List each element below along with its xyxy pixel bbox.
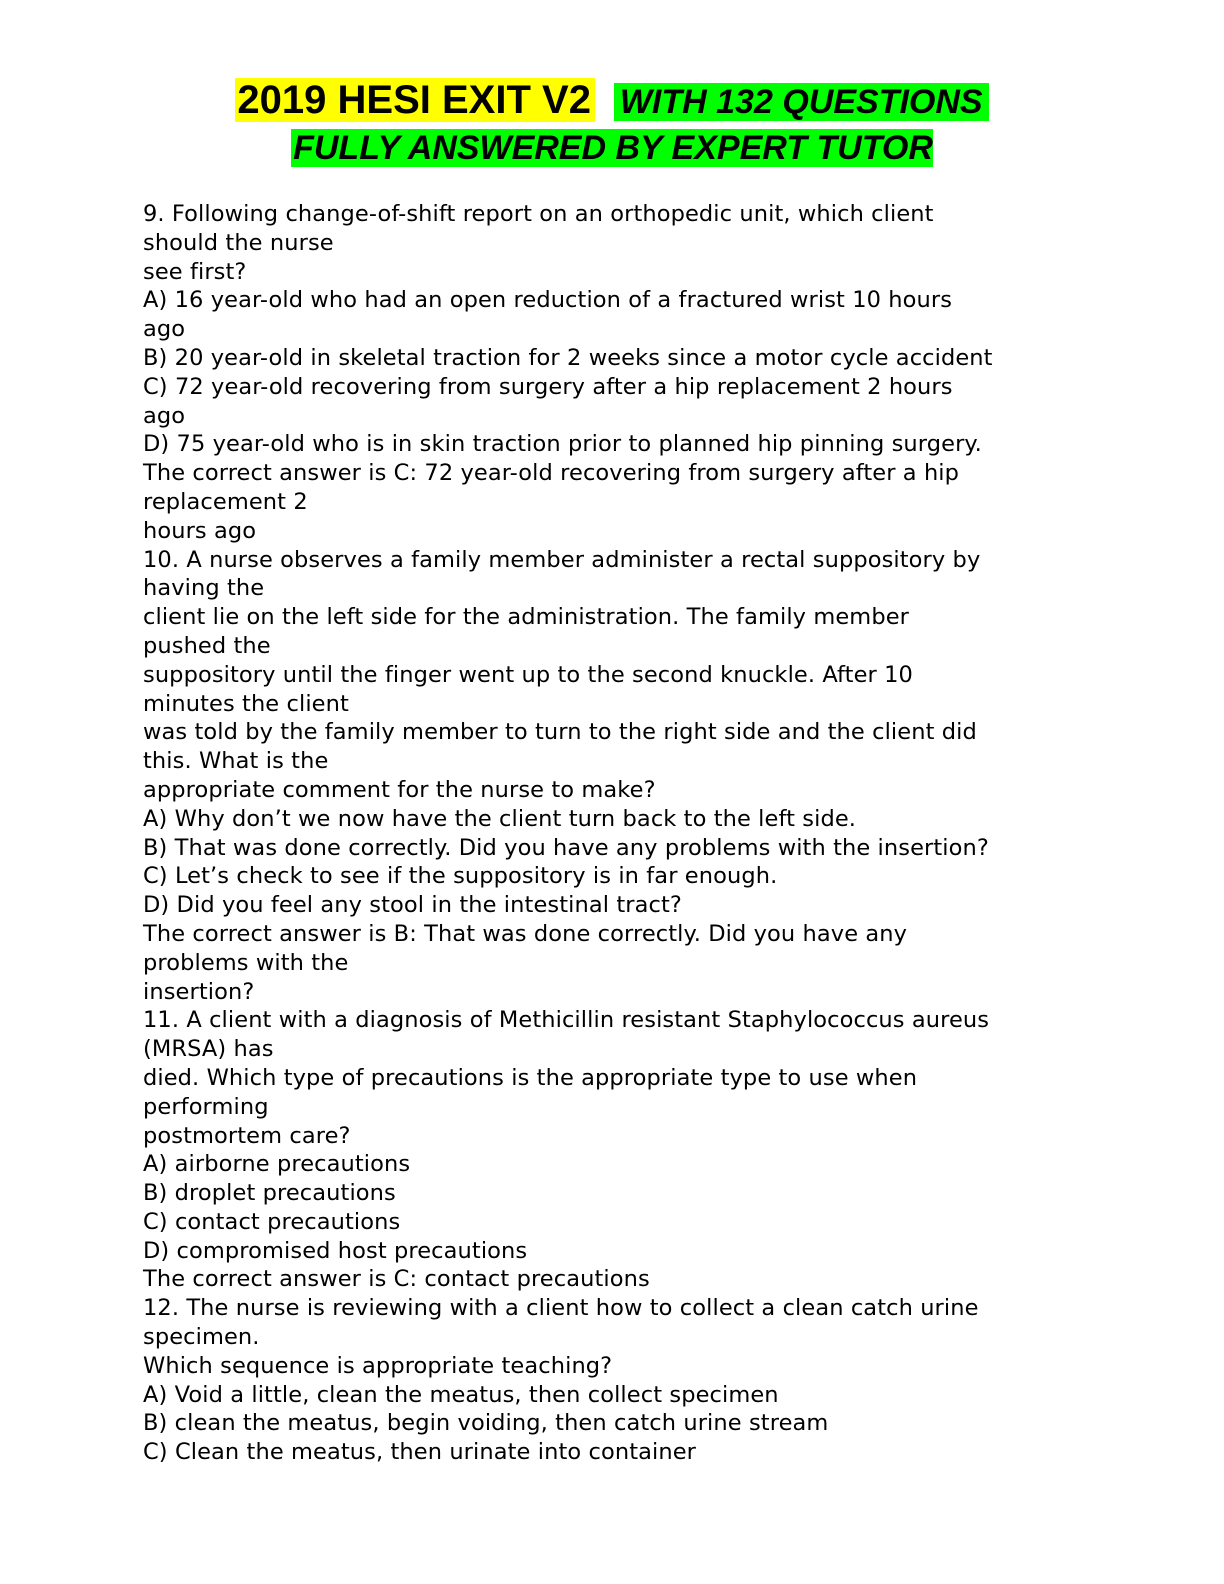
text-line: performing: [143, 1093, 269, 1120]
text-line: appropriate comment for the nurse to make?: [143, 776, 656, 803]
text-line: C) contact precautions: [143, 1208, 401, 1235]
title-question-count: WITH 132 QUESTIONS: [614, 83, 989, 121]
text-line: C) Clean the meatus, then urinate into container: [143, 1439, 697, 1466]
text-line: D) 75 year-old who is in skin traction prior to planned hip pinning surgery.: [143, 431, 982, 458]
text-line: The correct answer is B: That was done correctly. Did you have any: [143, 920, 908, 947]
text-line: A) Void a little, clean the meatus, then collect specimen: [143, 1381, 779, 1408]
text-line: D) Did you feel any stool in the intestinal tract?: [143, 892, 682, 919]
text-line: this. What is the: [143, 748, 329, 775]
text-line: D) compromised host precautions: [143, 1237, 528, 1264]
text-line: postmortem care?: [143, 1122, 351, 1149]
text-line: ago: [143, 402, 186, 429]
text-line: B) clean the meatus, begin voiding, then catch urine stream: [143, 1410, 829, 1437]
text-line: The correct answer is C: contact precautions: [143, 1266, 650, 1293]
title-exam-name: 2019 HESI EXIT V2: [235, 78, 595, 122]
text-line: should the nurse: [143, 229, 334, 256]
title-subtitle: FULLY ANSWERED BY EXPERT TUTOR: [293, 129, 933, 167]
text-line: C) Let’s check to see if the suppository is in far enough.: [143, 863, 778, 890]
text-line: was told by the family member to turn to the right side and the client did: [143, 719, 977, 746]
text-line: B) That was done correctly. Did you have any problems with the insertion?: [143, 834, 989, 861]
text-line: having the: [143, 575, 265, 602]
text-line: pushed the: [143, 632, 271, 659]
text-line: A) Why don’t we now have the client turn back to the left side.: [143, 805, 857, 832]
title-line-1: [0, 72, 1224, 128]
text-line: specimen.: [143, 1324, 260, 1351]
text-line: minutes the client: [143, 690, 349, 717]
text-line: problems with the: [143, 949, 349, 976]
text-line: ago: [143, 316, 186, 343]
text-line: C) 72 year-old recovering from surgery after a hip replacement 2 hours: [143, 373, 953, 400]
text-line: client lie on the left side for the administration. The family member: [143, 604, 909, 631]
text-line: hours ago: [143, 517, 257, 544]
title-line-2: [0, 128, 1224, 172]
text-line: insertion?: [143, 978, 255, 1005]
text-line: 9. Following change-of-shift report on an orthopedic unit, which client: [143, 201, 934, 227]
document-title: [0, 72, 1224, 172]
text-line: B) droplet precautions: [143, 1180, 396, 1207]
text-line: 11. A client with a diagnosis of Methicillin resistant Staphylococcus aureus: [143, 1007, 990, 1034]
text-line: replacement 2: [143, 488, 308, 515]
text-line: The correct answer is C: 72 year-old recovering from surgery after a hip: [143, 460, 960, 487]
text-line: suppository until the finger went up to the second knuckle. After 10: [143, 661, 913, 688]
text-line: died. Which type of precautions is the appropriate type to use when: [143, 1064, 918, 1091]
text-line: 10. A nurse observes a family member administer a rectal suppository by: [143, 546, 981, 573]
text-line: A) 16 year-old who had an open reduction of a fractured wrist 10 hours: [143, 287, 953, 314]
text-line: see first?: [143, 258, 247, 285]
text-line: (MRSA) has: [143, 1036, 274, 1063]
text-line: 12. The nurse is reviewing with a client how to collect a clean catch urine: [143, 1295, 979, 1322]
text-line: B) 20 year-old in skeletal traction for 2 weeks since a motor cycle accident: [143, 344, 993, 371]
text-line: Which sequence is appropriate teaching?: [143, 1352, 613, 1379]
text-line: A) airborne precautions: [143, 1151, 411, 1178]
document-body: [143, 200, 1083, 1467]
